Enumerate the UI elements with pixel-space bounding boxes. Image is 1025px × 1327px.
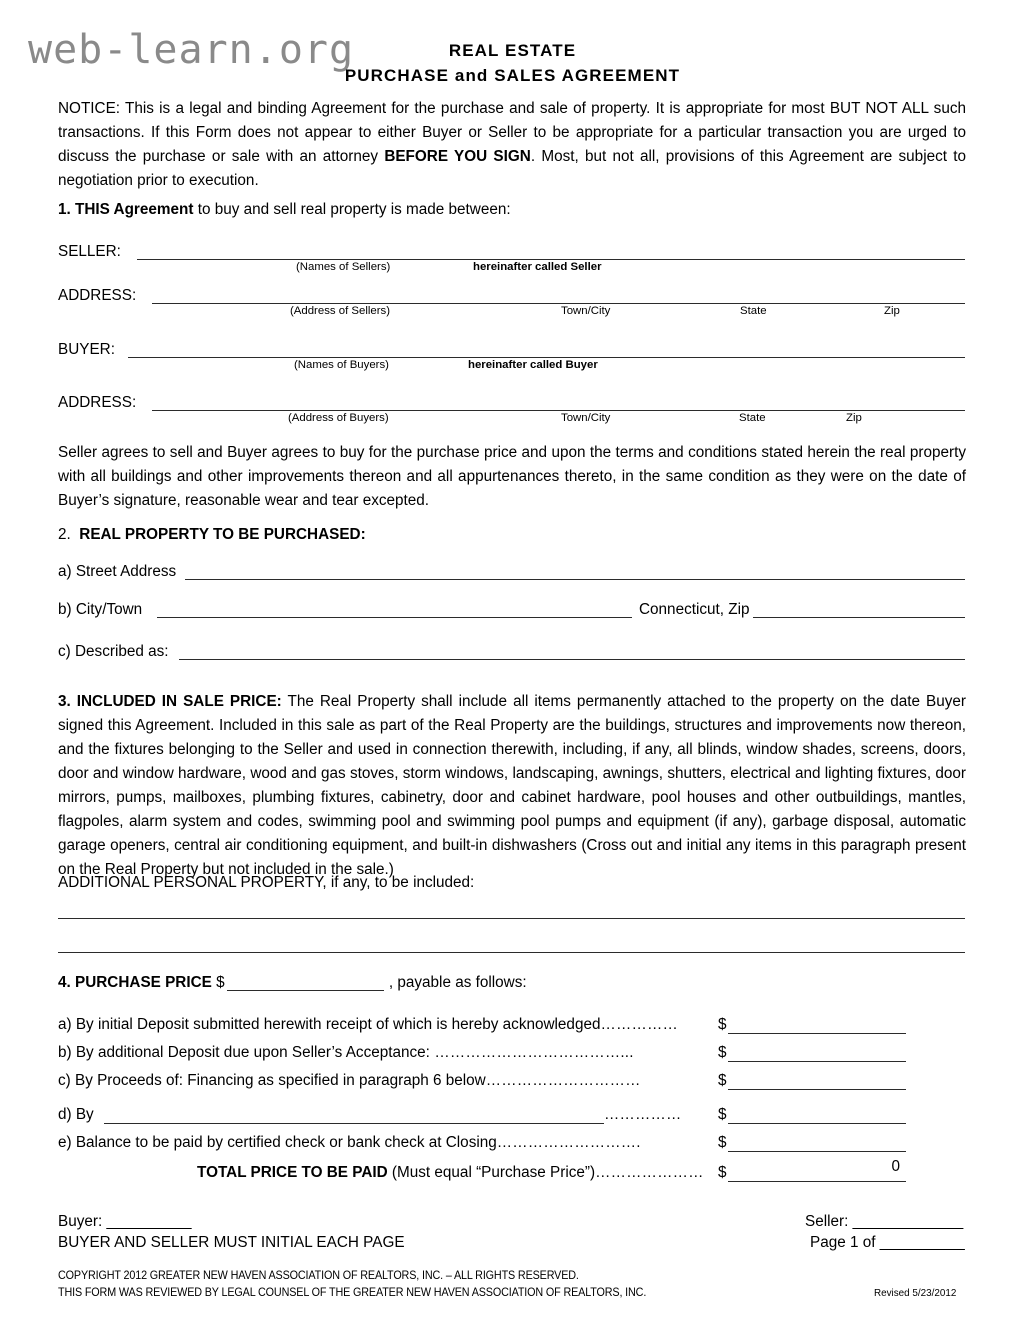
notice-bold-phrase: BEFORE YOU SIGN [384,148,531,165]
title-line-real-estate: REAL ESTATE [448,41,577,60]
section3-heading: 3. INCLUDED IN SALE PRICE: [58,693,282,710]
price-row-e-dots: ………………………. [496,1134,641,1151]
title-line-purchase-and-sales-agreement: PURCHASE and SALES AGREEMENT [344,66,681,85]
price-row-b-dots: ………………………………... [429,1044,634,1061]
purchase-price-input-line[interactable] [227,990,384,991]
price-row-a-dots: …………… [600,1016,678,1033]
price-row-c-dots: ………………………… [485,1072,641,1089]
price-row-a-input-line[interactable] [728,1033,906,1034]
zip-input-line[interactable] [753,617,965,618]
price-row-e-label [58,1133,641,1153]
price-row-c-text: c) By Proceeds of: Financing as specified in paragraph 6 below [58,1072,486,1089]
buyer-address-caption: (Address of Buyers) [288,412,389,424]
seller-address-zip-caption: Zip [884,305,900,317]
section2-connecticut-zip-label: Connecticut, Zip [639,601,750,618]
seller-label: SELLER: [58,243,121,260]
price-row-a-text: a) By initial Deposit submitted herewith receipt of which is hereby acknowledged [58,1016,601,1033]
price-row-a-label [58,1015,678,1035]
section2-item-c-label: c) Described as: [58,643,169,660]
seller-name-caption: (Names of Sellers) [296,261,391,273]
buyer-address-state-caption: State [739,412,766,424]
section3-paragraph [58,690,966,882]
price-row-c-input-line[interactable] [728,1089,906,1090]
seller-address-state-caption: State [740,305,767,317]
price-row-c-currency: $ [718,1072,727,1089]
price-row-c-label [58,1071,641,1091]
buyer-label: BUYER: [58,341,115,358]
document-title [0,38,1025,88]
price-row-d-currency: $ [718,1106,727,1123]
additional-property-line-2[interactable] [58,952,965,953]
additional-property-line-1[interactable] [58,918,965,919]
price-row-b-label [58,1043,634,1063]
buyer-name-caption: (Names of Buyers) [294,359,389,371]
copyright-line-2: THIS FORM WAS REVIEWED BY LEGAL COUNSEL OF THE GREATER NEW HAVEN ASSOCIATION OF REALTORS, INC. [58,1286,647,1299]
seller-address-caption: (Address of Sellers) [290,305,391,317]
total-price-value: 0 [891,1158,900,1175]
section4-dollar-sign: $ [216,974,225,991]
additional-personal-property-label: ADDITIONAL PERSONAL PROPERTY, if any, to be included: [58,874,475,891]
section1-heading [58,199,511,221]
price-row-d-dots: …………… [604,1106,682,1123]
revised-date: Revised 5/23/2012 [874,1288,957,1299]
city-town-input-line[interactable] [157,617,632,618]
agreement-paragraph: Seller agrees to sell and Buyer agrees to buy for the purchase price and upon the terms and conditions stated herein the real property with all buildings and other improvements thereon and all appurtenances thereto, in the same condition as they were on the date of Buyer’s signature, reasonable wear and tear excepted. [58,444,966,509]
must-initial-notice: BUYER AND SELLER MUST INITIAL EACH PAGE [58,1234,405,1251]
section2-item-a-label: a) Street Address [58,563,177,580]
price-row-e-currency: $ [718,1134,727,1151]
price-row-d-label [58,1105,94,1125]
described-as-input-line[interactable] [179,659,965,660]
total-price-currency: $ [718,1164,727,1181]
price-row-e-input-line[interactable] [728,1151,906,1152]
section3-body: The Real Property shall include all items permanently attached to the property on the date Buyer signed this Agreement. Included in this sale as part of the Real Property are the buildings, structures and improvements now thereon, and the fixtures belonging to the Seller and used in connection therewith, including, if any, all blinds, window shades, screens, doors, door and window hardware, wood and gas stoves, storm windows, landscaping, awnings, shutters, electrical and lighting fixtures, door mirrors, pumps, mailboxes, plumbing fixtures, cabinetry, door and cabinet hardware, pool houses and other outbuildings, mantles, flagpoles, alarm system and codes, swimming pool and swimming pool pumps and equipment (if any), garbage disposal, automatic garage openers, central air conditioning equipment, and built-in dishwashers (Cross out and initial any items in this paragraph present on the Real Property but not included in the sale.) [58,693,966,878]
price-row-d-text: d) By [58,1106,94,1123]
total-price-rest: (Must equal “Purchase Price”) [387,1164,596,1181]
section4-heading-text: 4. PURCHASE PRICE [58,974,212,991]
street-address-input-line[interactable] [185,579,965,580]
buyer-address-zip-caption: Zip [846,412,862,424]
seller-address-label: ADDRESS: [58,287,137,304]
seller-hereinafter-caption: hereinafter called Seller [473,261,602,273]
copyright-line-1: COPYRIGHT 2012 GREATER NEW HAVEN ASSOCIATION OF REALTORS, INC. – ALL RIGHTS RESERVED. [58,1269,579,1282]
page-number-field: Page 1 of __________ [810,1234,965,1251]
total-price-label [197,1163,704,1183]
section2-number: 2. [58,526,71,543]
total-price-input-line[interactable] [728,1181,906,1182]
seller-address-input-line[interactable] [152,303,965,304]
buyer-initial-field[interactable]: Buyer: __________ [58,1213,192,1230]
section2-heading [58,524,366,546]
price-row-b-input-line[interactable] [728,1061,906,1062]
section1-heading-rest: to buy and sell real property is made between: [193,201,511,218]
section4-payable-as-follows: , payable as follows: [388,974,527,991]
buyer-address-label: ADDRESS: [58,394,137,411]
section2-item-b-label: b) City/Town [58,601,143,618]
price-row-b-text: b) By additional Deposit due upon Seller’s Acceptance: [58,1044,430,1061]
price-row-a-currency: $ [718,1016,727,1033]
total-price-dots: ………………… [595,1164,704,1181]
price-row-d-input-line[interactable] [728,1123,906,1124]
buyer-hereinafter-caption: hereinafter called Buyer [468,359,598,371]
notice-text-part-2: . Most, but not all, provisions of this Agreement are subject to negotiation prior to execution. [58,148,966,189]
price-row-d-description-line[interactable] [104,1123,604,1124]
section1-number: 1. THIS Agreement [58,201,194,218]
seller-address-town-city-caption: Town/City [561,305,611,317]
watermark-web-learn-org: web-learn.org [28,27,355,73]
seller-initial-field[interactable]: Seller: _____________ [805,1213,964,1230]
notice-paragraph [58,97,966,193]
price-row-e-text: e) Balance to be paid by certified check or bank check at Closing [58,1134,497,1151]
buyer-address-town-city-caption: Town/City [561,412,611,424]
notice-text-part-1: NOTICE: This is a legal and binding Agreement for the purchase and sale of property. It is appropriate for most BUT NOT ALL such transactions. If this Form does not appear to either Buyer or Seller to be appropriate for a particular transaction you are urged to discuss the purchase or sale with an attorney [58,100,966,165]
buyer-address-input-line[interactable] [152,410,965,411]
price-row-b-currency: $ [718,1044,727,1061]
section2-heading-text: REAL PROPERTY TO BE PURCHASED: [79,526,366,543]
total-price-bold: TOTAL PRICE TO BE PAID [197,1164,388,1181]
